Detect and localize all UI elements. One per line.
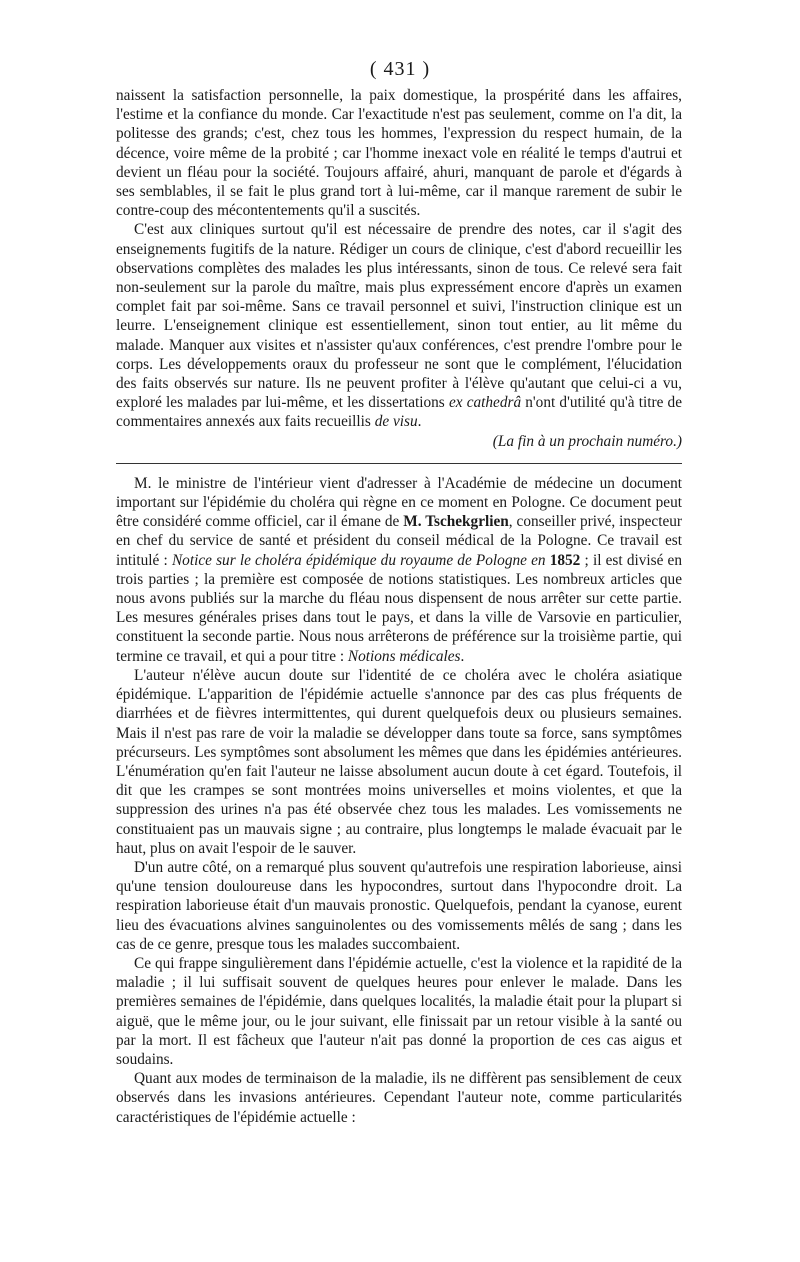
- latin-phrase: de visu: [374, 413, 418, 431]
- paragraph: L'auteur n'élève aucun doute sur l'identité de ce choléra avec le choléra asiatique épidémique. L'apparition de l'épidémie actuelle s'annonce par des cas plus fréquents de diarrhées et de fièvres intermittentes, qui durent quelquefois deux ou plusieurs semaines. Mais il n'est pas rare de voir la maladie se développer dans toute sa force, sans symptômes précurseurs. Les symptômes sont absolument les mêmes que dans les épidémies antérieures. L'énumération qu'en fait l'auteur ne laisse absolument aucun doute à cet égard. Toutefois, il dit que les crampes se sont montrées moins universelles et moins violentes, et que la suppression des urines n'a pas été observée chez tous les malades. Les vomissements ne constituaient pas un mauvais signe ; au contraire, plus longtemps le malade évacuait par le haut, plus on avait l'espoir de le sauver.: [116, 666, 682, 857]
- document-year: 1852: [545, 551, 581, 569]
- paragraph: naissent la satisfaction personnelle, la paix domestique, la prospérité dans les affaires, l'estime et la confiance du monde. Car l'exactitude n'est pas seulement, comme on l'a dit, la politesse des grands; c'est, chez tous les hommes, l'expression du respect humain, de la décence, voire même de la probité ; car l'homme inexact vole en réalité le temps d'autrui et devient un fléau pour la société. Toujours affairé, ahuri, manquant de parole et d'égards à ses semblables, il se fait le plus grand tort à lui-même, car il manque rarement de subir le contre-coup des mécontentements qu'il a suscités.: [116, 87, 682, 220]
- page-number: ( 431 ): [369, 58, 431, 80]
- section-title: Notions médicales: [347, 647, 461, 665]
- latin-phrase: ex cathedrâ: [448, 394, 522, 412]
- paragraph: [116, 220, 682, 431]
- author-name: M. Tschekgrlien: [403, 513, 509, 531]
- paragraph-text: C'est aux cliniques surtout qu'il est nécessaire de prendre des notes, car il s'agit des enseignements fugitifs de la nature. Rédiger un cours de clinique, c'est d'abord recueillir les observations complètes des malades les plus intéressants, sinon de tous. Ce relevé sera fait non-seulement sur la parole du maître, mais plus expressément encore d'après un examen complet fait par soi-même. Sans ce travail personnel et suivi, l'instruction clinique est un leurre. L'enseignement clinique est essentiellement, sinon tout entier, au lit même du malade. Manquer aux visites et n'assister qu'aux conférences, c'est prendre l'ombre pour le corps. Les développements oraux du professeur ne sont que le complément, l'élucidation des faits observés sur nature. Ils ne peuvent profiter à l'élève qu'autant que celui-ci a vu, exploré les malades par lui-même, et les dissertations: [116, 221, 682, 412]
- document-title: Notice sur le choléra épidémique du royaume de Pologne en: [171, 551, 546, 569]
- paragraph: D'un autre côté, on a remarqué plus souvent qu'autrefois une respiration laborieuse, ainsi qu'une tension douloureuse dans les hypocondres, surtout dans l'hypocondre droit. La respiration laborieuse était d'un mauvais pronostic. Quelquefois, pendant la cyanose, eurent lieu des évacuations alvines sanguinolentes ou des vomissements mêlés de sang ; dans les cas de ce genre, presque tous les malades succombaient.: [116, 858, 682, 953]
- continuation-note: (La fin à un prochain numéro.): [492, 432, 682, 450]
- text-column: [116, 86, 682, 1127]
- paragraph-text: .: [417, 413, 422, 431]
- paragraph-text: n'ont d'utilité qu'à titre de commentaires annexés aux faits recueillis: [116, 394, 682, 431]
- paragraph-text: , conseiller privé, inspecteur en chef du service de santé et président du conseil médical de la Pologne. Ce travail est intitulé :: [116, 513, 683, 569]
- paragraph-text: .: [460, 647, 465, 665]
- paragraph: [116, 474, 682, 666]
- section-divider: [116, 463, 682, 464]
- paragraph: Ce qui frappe singulièrement dans l'épidémie actuelle, c'est la violence et la rapidité de la maladie ; il lui suffisait souvent de quelques heures pour enlever le malade. Dans les premières semaines de l'épidémie, dans quelques localités, la maladie était pour la plupart si aiguë, que le même jour, ou le jour suivant, elle finissait par un retour visible à la santé ou par la mort. Il est fâcheux que l'auteur n'ait pas donné la proportion de ces cas aigus et soudains.: [116, 954, 682, 1068]
- paragraph-text: M. le ministre de l'intérieur vient d'adresser à l'Académie de médecine un document important sur l'épidémie du choléra qui règne en ce moment en Pologne. Ce document peut être considéré comme officiel, car il émane de: [116, 474, 682, 531]
- paragraph: Quant aux modes de terminaison de la maladie, ils ne diffèrent pas sensiblement de ceux observés dans les invasions antérieures. Cependant l'auteur note, comme particularités caractéristiques de l'épidémie actuelle :: [116, 1070, 682, 1126]
- paragraph-text: ; il est divisé en trois parties ; la première est composée de notions statistiques. Les nombreux articles que nous avons publiés sur la marche du fléau nous dispensent de nous arrêter sur cette partie. Les mesures générales prises dans tout le pays, et dans la ville de Varsovie en particulier, constituent la seconde partie. Nous nous arrêterons de préférence sur la troisième partie, qui termine ce travail, et qui a pour titre :: [116, 551, 682, 665]
